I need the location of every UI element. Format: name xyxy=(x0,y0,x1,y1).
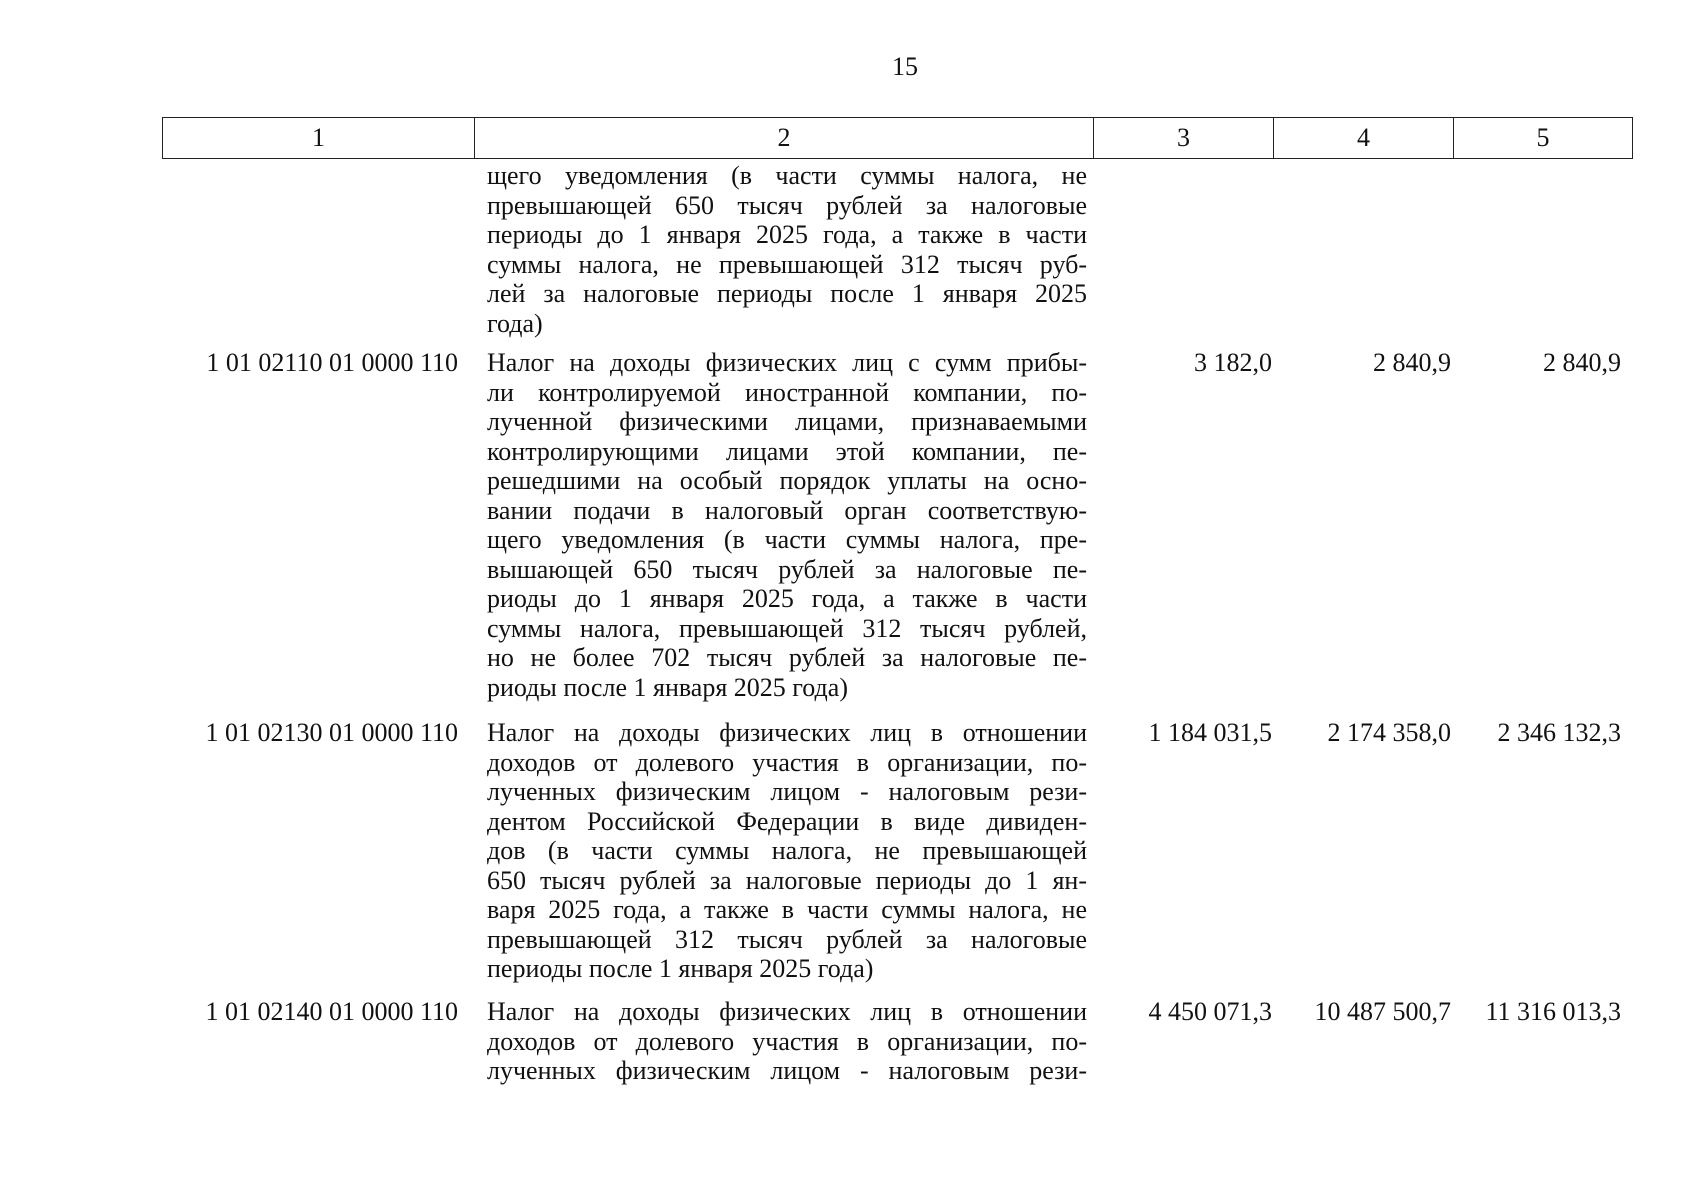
description-line: Налог на доходы физических лиц в отношении xyxy=(487,718,1087,747)
row-value-col3: 3 182,0 xyxy=(1194,348,1272,377)
row-code: 1 01 02140 01 0000 110 xyxy=(205,997,458,1026)
description-line: дентом Российской Федерации в виде дивиден- xyxy=(487,806,1087,836)
description-line: вании подачи в налоговый орган соответствую- xyxy=(487,495,1087,525)
description-line: доходов от долевого участия в организации, по- xyxy=(487,747,1087,777)
description-line: 650 тысяч рублей за налоговые периоды до 1 ян- xyxy=(487,865,1087,895)
row-description xyxy=(487,718,1087,984)
description-line: года) xyxy=(487,308,543,338)
description-line: ли контролируемой иностранной компании, по- xyxy=(487,377,1087,407)
description-line: доходов от долевого участия в организации, по- xyxy=(487,1026,1087,1056)
row-value-col3: 4 450 071,3 xyxy=(1148,997,1272,1026)
column-header-2: 2 xyxy=(475,118,1094,159)
description-line: Налог на доходы физических лиц в отношении xyxy=(487,997,1087,1026)
description-line: лученных физическим лицом - налоговым рези- xyxy=(487,777,1087,806)
description-line: периоды после 1 января 2025 года) xyxy=(487,954,874,983)
row-value-col4: 2 174 358,0 xyxy=(1327,718,1451,747)
row-value-col5: 2 840,9 xyxy=(1543,348,1621,377)
row-value-col4: 2 840,9 xyxy=(1373,348,1451,377)
column-header-3: 3 xyxy=(1094,118,1274,159)
description-line: контролирующими лицами этой компании, пе- xyxy=(487,436,1087,466)
description-line: Налог на доходы физических лиц с сумм прибы- xyxy=(487,348,1087,377)
description-line: но не более 702 тысяч рублей за налоговые пе- xyxy=(487,643,1087,672)
column-header-5: 5 xyxy=(1454,118,1633,159)
description-line: риоды после 1 января 2025 года) xyxy=(487,672,848,702)
description-line: решедшими на особый порядок уплаты на осно- xyxy=(487,466,1087,495)
column-header-4: 4 xyxy=(1274,118,1454,159)
description-line: суммы налога, превышающей 312 тысяч рублей, xyxy=(487,613,1087,643)
row-code: 1 01 02110 01 0000 110 xyxy=(206,348,458,377)
description-line: лученной физическими лицами, признаваемыми xyxy=(487,407,1087,436)
description-line: превышающей 312 тысяч рублей за налоговые xyxy=(487,924,1087,954)
header-row xyxy=(163,118,1633,159)
page-number: 15 xyxy=(892,52,918,81)
description-line: вышающей 650 тысяч рублей за налоговые пе- xyxy=(487,554,1087,584)
row-code: 1 01 02130 01 0000 110 xyxy=(205,718,458,747)
description-line: дов (в части суммы налога, не превышающей xyxy=(487,836,1087,865)
description-line: периоды до 1 января 2025 года, а также в части xyxy=(487,220,1087,249)
description-line: щего уведомления (в части суммы налога, пре- xyxy=(487,525,1087,554)
description-line: лученных физическим лицом - налоговым рези- xyxy=(487,1056,1087,1085)
description-line: суммы налога, не превышающей 312 тысяч руб- xyxy=(487,249,1087,279)
row-value-col5: 11 316 013,3 xyxy=(1485,997,1621,1026)
column-header-1: 1 xyxy=(163,118,475,159)
description-line: варя 2025 года, а также в части суммы налога, не xyxy=(487,895,1087,924)
description-line: риоды до 1 января 2025 года, а также в части xyxy=(487,584,1087,613)
row-description xyxy=(487,348,1087,702)
description-line: щего уведомления (в части суммы налога, не xyxy=(487,161,1087,190)
description-line: лей за налоговые периоды после 1 января 2025 xyxy=(487,279,1087,308)
row-value-col5: 2 346 132,3 xyxy=(1497,718,1621,747)
description-line: превышающей 650 тысяч рублей за налоговые xyxy=(487,190,1087,220)
row-description xyxy=(487,161,1087,338)
row-description xyxy=(487,997,1087,1086)
table-header xyxy=(162,117,1633,159)
row-value-col3: 1 184 031,5 xyxy=(1148,718,1272,747)
row-value-col4: 10 487 500,7 xyxy=(1314,997,1451,1026)
